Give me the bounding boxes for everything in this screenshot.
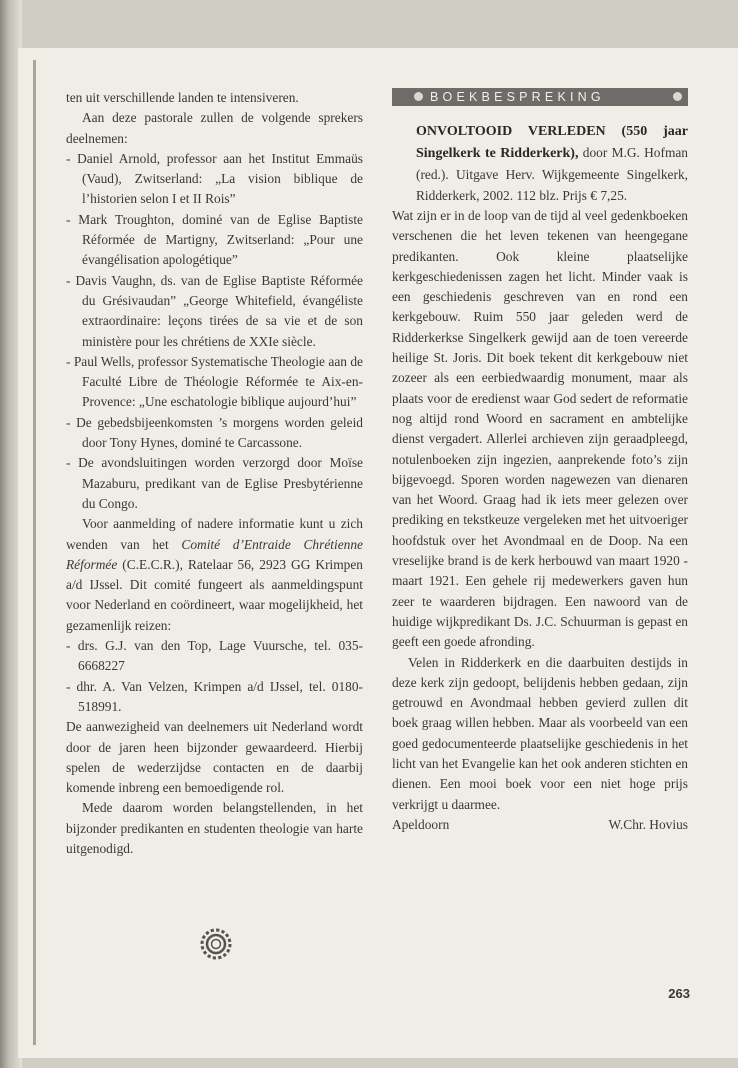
review-paragraph-2: Velen in Ridderkerk en die daarbuiten destijds in deze kerk zijn gedoopt, belijdenis hebben gedaan, zijn getrouwd en Avondmaal hebben gevierd zullen dit boek graag willen hebben. Maar als voorbeeld van een goed gedocumenteerde plaatselijke geschiedenis in het licht van het Evangelie kan het ook anderen stichten en dienen. Een mooi boek voor een niet hoge prijs verkrijgt u daarmee. [392,654,688,812]
section-header [392,88,688,106]
speaker-item: - De gebedsbijeenkomsten ’s morgens worden geleid door Tony Hynes, dominé te Carcassone. [66,414,363,451]
left-paragraph-2: Aan deze pastorale zullen de volgende sprekers deelnemen: [66,110,363,146]
signature-author: W.Chr. Hovius [608,816,688,832]
left-paragraph-3 [66,514,363,636]
organisation-name: Comité d’Entraide Chrétienne Réformée [66,536,363,572]
ornament-emblem-icon [200,928,232,960]
contact-item: - drs. G.J. van den Top, Lage Vuursche, tel. 035-6668227 [66,638,363,674]
contact-item: - dhr. A. Van Velzen, Krimpen a/d IJssel, tel. 0180-518991. [66,678,363,714]
speaker-item: - Paul Wells, professor Systematische Theologie aan de Faculté Libre de Théologie Réformée te Aix-en-Provence: „Une eschatologie biblique aujourd’hui” [66,353,363,410]
signature-place: Apeldoorn [392,816,450,832]
section-label: BOEKBESPREKING [430,90,605,104]
margin-rule [33,60,36,1045]
signature-row [392,815,688,835]
speaker-item: - Mark Troughton, dominé van de Eglise Baptiste Réformée de Martigny, Zwitserland: „Pour une évangélisation apologétique” [66,211,363,268]
left-paragraph-1: ten uit verschillende landen te intensiveren. [66,90,299,105]
review-paragraph-1: Wat zijn er in de loop van de tijd al veel gedenkboeken verschenen die het leven tekenen van heengegane predikanten. Ook kleine plaatselijke kerkgeschiedenissen zagen het licht. Minder vaak is een geschiedenis geschreven van en rond een kerkgebouw. Ruim 550 jaar geleden werd de Ridderkerkse Singelkerk gewijd aan de toen vereerde heilige St. Joris. Dit boek tekent dit kerkgebouw niet zozeer als een eerbiedwaardig monument, maar als plaats voor de eredienst waar God sedert de reformatie nog altijd rond Woord en sacrament en ambtelijke dienst vergadert. Allerlei archieven zijn geraadpleegd, notulenboeken zijn ingezien, aanprekende foto’s zijn bijgevoegd. Sporen worden nagewezen van dienaren van het Woord. Graag had ik iets meer gelezen over prediking en tekstkeuze vergeleken met het uitvoeriger hoofdstuk over het Avondmaal en de Doop. Na een vreselijke brand is de kerk herbouwd van maart 1920 - maart 1921. Een gehele rij medewerkers gaven hun zeer te waarderen bijdragen. Een nawoord van de huidige wijkpredikant Ds. J.C. Schuurman is gepast en geeft een goede afronding. [392,208,688,650]
review-heading [392,120,688,206]
left-paragraph-5: Mede daarom worden belangstellenden, in het bijzonder predikanten en studenten theologie van harte uitgenodigd. [66,800,363,856]
header-dot-icon [414,92,423,101]
right-column [392,88,688,835]
speaker-item: - Davis Vaughn, ds. van de Eglise Baptiste Réformée du Grésivaudan” „George Whitefield, évangéliste extraordinaire: leçons tirées de sa vie et de son ministère pour les chrétiens de XXIe siècle. [66,272,363,349]
p3-start: Voor aanmelding of nadere informatie kunt u zich wenden van het [66,516,363,552]
header-dot-icon [673,92,682,101]
page-number: 263 [668,986,690,1001]
left-column [66,88,363,859]
speaker-item: - Daniel Arnold, professor aan het Institut Emmaüs (Vaud), Zwitserland: „La vision biblique de l’historien selon I et II Rois” [66,150,363,207]
review-meta: door M.G. Hofman (red.). Uitgave Herv. Wijkgemeente Singelkerk, Ridderkerk, 2002. 112 blz. Prijs € 7,25. [416,145,688,203]
left-paragraph-4: De aanwezigheid van deelnemers uit Nederland wordt door de jaren heen bijzonder gewaardeerd. Hierbij spelen de wederzijdse contacten en de daarbij komende inbreng een bemoedigende rol. [66,719,363,796]
speaker-item: - De avondsluitingen worden verzorgd door Moïse Mazaburu, predikant van de Eglise Presbytérienne du Congo. [66,455,363,511]
p3-end: (C.E.C.R.), Ratelaar 56, 2923 GG Krimpen a/d IJssel. Dit comité fungeert als aanmeldingspunt voor Nederland en coördineert, waar mogelijkheid, het gezamenlijk reizen: [66,556,363,633]
review-title: ONVOLTOOID VERLEDEN (550 jaar Singelkerk te Ridderkerk), [416,124,688,161]
